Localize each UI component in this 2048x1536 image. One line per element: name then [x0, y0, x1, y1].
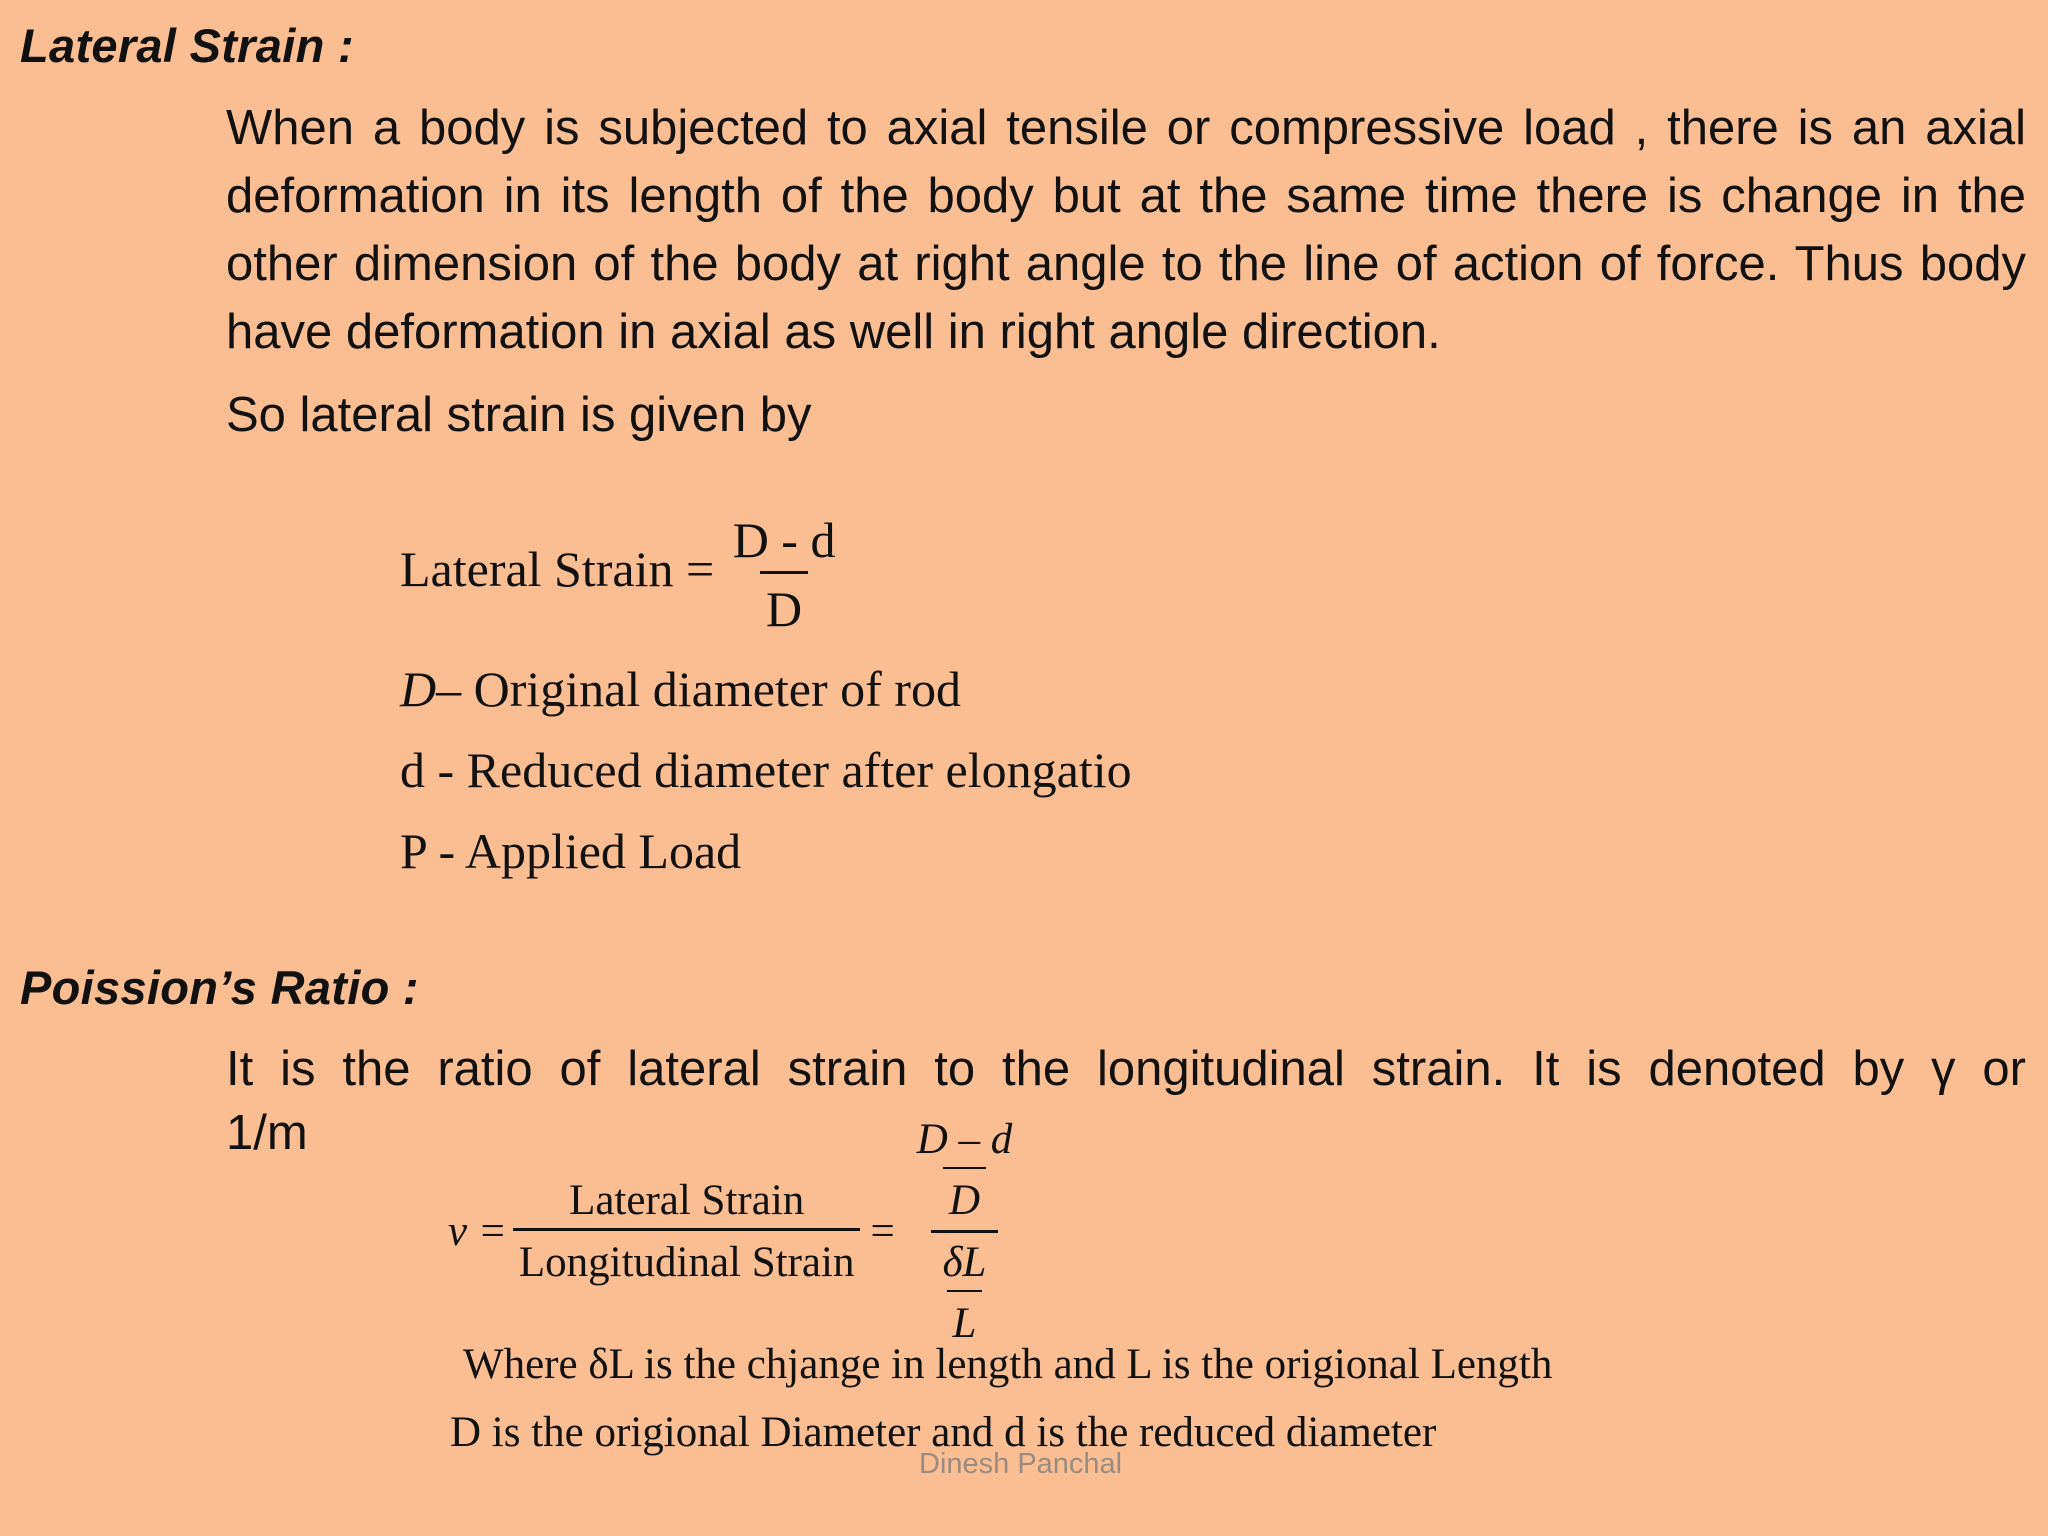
- poisson-fraction-strains: [513, 1179, 861, 1284]
- poisson-paragraph-line1: It is the ratio of lateral strain to the longitudinal strain. It is denoted by γ or: [226, 1042, 2026, 1096]
- poisson-lhs: v =: [448, 1208, 507, 1255]
- formula-numerator: D - d: [732, 512, 836, 568]
- formula-lhs: Lateral Strain =: [400, 540, 715, 597]
- inner-bot-den: L: [947, 1290, 983, 1345]
- inner-top-num: D – d: [916, 1116, 1013, 1163]
- definition-text: – Original diameter of rod: [436, 661, 961, 717]
- poisson-equals: =: [870, 1208, 895, 1255]
- poisson-fraction-den: Longitudinal Strain: [513, 1228, 861, 1284]
- compound-numerator: [905, 1118, 1025, 1230]
- definition-symbol: D: [400, 661, 437, 717]
- formula-denominator: D: [760, 571, 808, 634]
- definition-original-diameter: [400, 660, 961, 718]
- poisson-note-diameter: D is the origional Diameter and d is the reduced diameter: [450, 1409, 1437, 1456]
- formula-fraction: [727, 512, 842, 637]
- lateral-strain-paragraph: When a body is subjected to axial tensile or compressive load , there is an axial deformation in its length of the body but at the same time there is change in the other dimension of the body at right angle to the line of action of force. Thus body have deformation in axial as well in right angle direction.: [226, 101, 2026, 359]
- lateral-strain-formula: [400, 512, 841, 637]
- poisson-note-length: Where δL is the chjange in length and L is the origional Length: [463, 1341, 1553, 1388]
- compound-denominator: [931, 1230, 999, 1345]
- lateral-strain-given-by: So lateral strain is given by: [226, 388, 812, 442]
- poisson-ratio-heading: Poission’s Ratio :: [20, 961, 419, 1014]
- definition-applied-load: P - Applied Load: [400, 823, 742, 879]
- inner-fraction-bottom: [937, 1241, 993, 1345]
- inner-bot-num: δL: [942, 1239, 987, 1286]
- footer-author: Dinesh Panchal: [919, 1448, 1123, 1480]
- definition-reduced-diameter: d - Reduced diameter after elongatio: [400, 742, 1132, 798]
- inner-fraction-top: [911, 1118, 1019, 1222]
- poisson-formula: [448, 1118, 1024, 1345]
- inner-top-den: D: [943, 1167, 986, 1222]
- poisson-fraction-num: Lateral Strain: [569, 1177, 805, 1224]
- poisson-paragraph-line2: 1/m: [226, 1106, 308, 1160]
- lateral-strain-heading: Lateral Strain :: [20, 19, 354, 72]
- poisson-fraction-compound: [905, 1118, 1025, 1345]
